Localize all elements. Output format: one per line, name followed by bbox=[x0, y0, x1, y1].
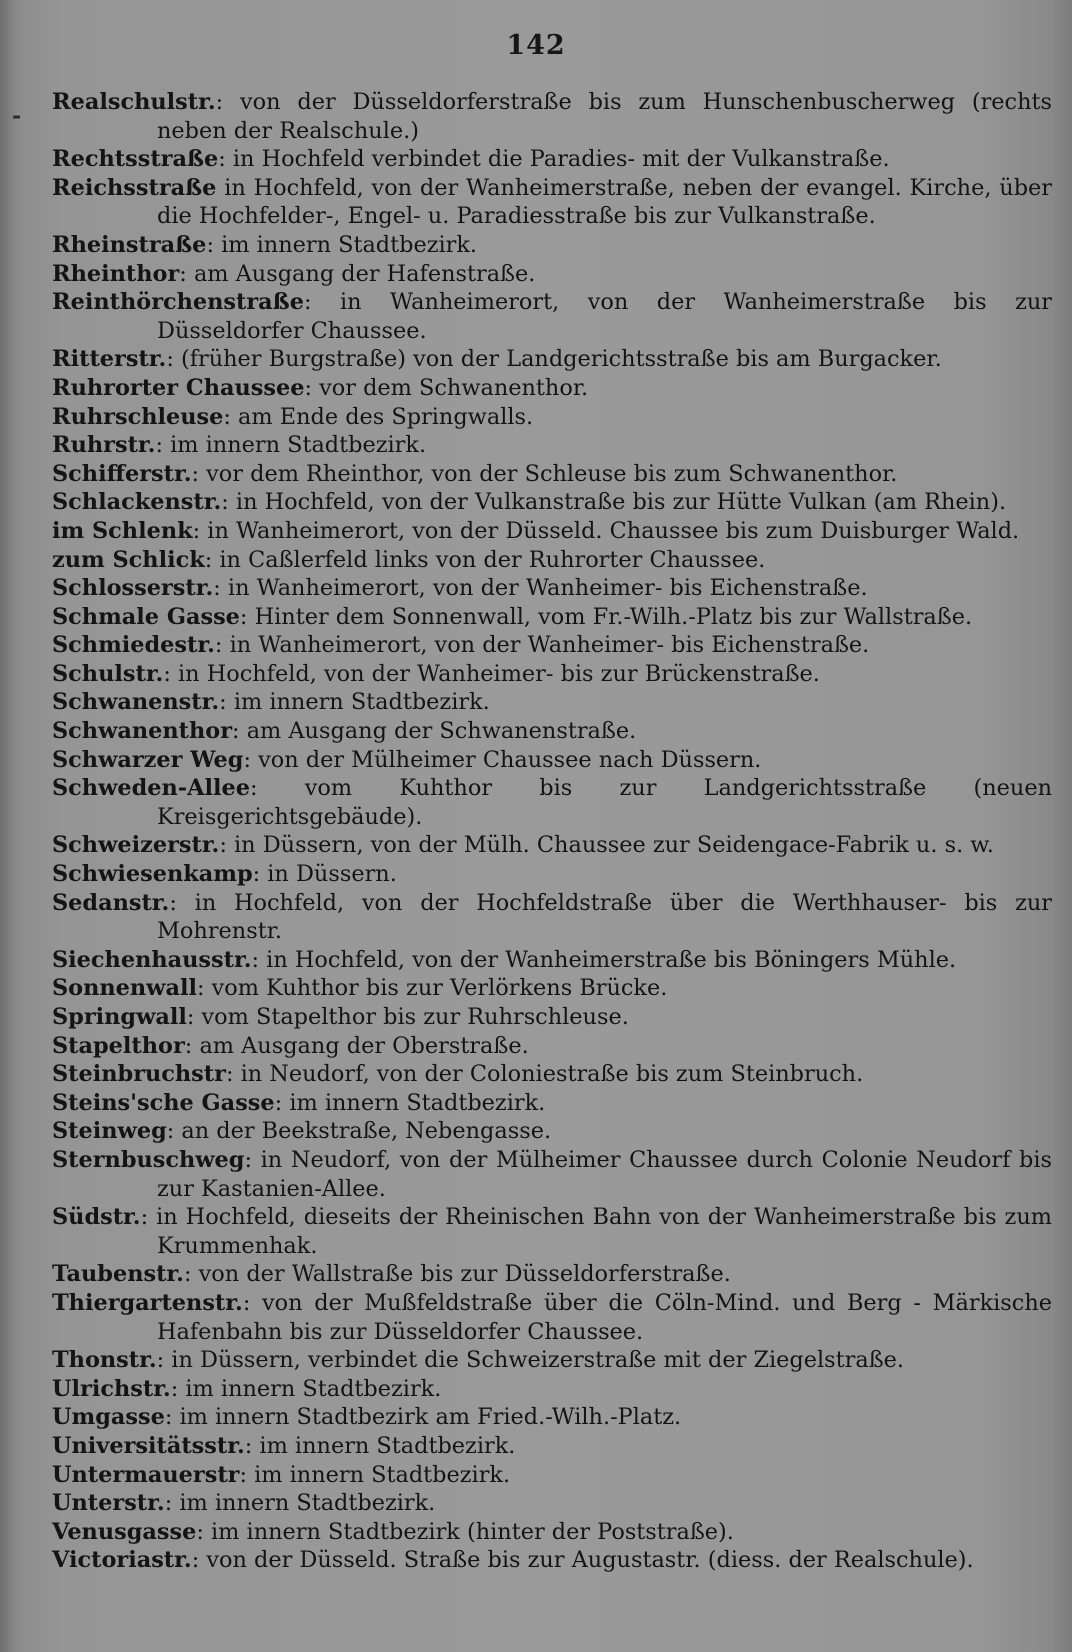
street-description: : am Ausgang der Oberstraße. bbox=[184, 1032, 529, 1059]
street-name: Ritterstr. bbox=[52, 346, 167, 373]
street-name: Steinweg bbox=[52, 1118, 167, 1145]
directory-entry bbox=[52, 660, 1052, 689]
directory-entry bbox=[52, 403, 1052, 432]
directory-entry bbox=[52, 860, 1052, 889]
street-name: Schmiedestr. bbox=[52, 632, 215, 659]
directory-entry bbox=[52, 1117, 1052, 1146]
street-name: Stapelthor bbox=[52, 1032, 185, 1059]
directory-entry bbox=[52, 374, 1052, 403]
directory-entry bbox=[52, 1146, 1052, 1203]
street-name: Ruhrstr. bbox=[52, 432, 156, 459]
street-description: : am Ausgang der Hafenstraße. bbox=[179, 260, 536, 287]
street-description: : im innern Stadtbezirk. bbox=[170, 1375, 442, 1402]
directory-entry bbox=[52, 574, 1052, 603]
directory-entry bbox=[52, 774, 1052, 831]
street-description: : im innern Stadtbezirk. bbox=[239, 1461, 511, 1488]
street-description: : im innern Stadtbezirk. bbox=[244, 1432, 516, 1459]
street-description: : im innern Stadtbezirk. bbox=[219, 689, 490, 716]
street-name: Sonnenwall bbox=[52, 975, 197, 1002]
directory-entry bbox=[52, 1003, 1052, 1032]
street-description: : in Wanheimerort, von der Wanheimer- bis Eichenstraße. bbox=[214, 632, 870, 659]
directory-entry bbox=[52, 717, 1052, 746]
street-name: Venusgasse bbox=[52, 1518, 197, 1545]
directory-entry bbox=[52, 946, 1052, 975]
street-name: Reichsstraße bbox=[52, 174, 217, 201]
street-description: : in Wanheimerort, von der Düsseld. Chaussee bis zum Duisburger Wald. bbox=[192, 517, 1020, 544]
street-description: : von der Mußfeldstraße über die Cöln-Mind. und Berg - Märkische Hafenbahn bis zur Düsseldorfer Chaussee. bbox=[157, 1289, 1052, 1345]
street-description: : in Caßlerfeld links von der Ruhrorter Chaussee. bbox=[204, 546, 766, 573]
street-description: : vom Kuhthor bis zur Verlörkens Brücke. bbox=[196, 975, 668, 1002]
street-description: : im innern Stadtbezirk (hinter der Poststraße). bbox=[196, 1518, 734, 1545]
street-description: : in Wanheimerort, von der Wanheimerstraße bis zur Düsseldorfer Chaussee. bbox=[157, 289, 1052, 344]
directory-entry bbox=[52, 603, 1052, 632]
street-description: : im innern Stadtbezirk. bbox=[206, 231, 478, 258]
street-description: : in Düssern. bbox=[252, 861, 397, 888]
directory-entry bbox=[52, 688, 1052, 717]
directory-entry bbox=[52, 1403, 1052, 1432]
street-name: Schifferstr. bbox=[52, 460, 192, 487]
directory-entry bbox=[52, 145, 1052, 174]
street-description: : vom Kuhthor bis zur Landgerichtsstraße (neuen Kreisgerichtsgebäude). bbox=[157, 775, 1052, 830]
directory-entry bbox=[52, 1032, 1052, 1061]
directory-entry bbox=[52, 260, 1052, 289]
directory-entry bbox=[52, 1518, 1052, 1547]
street-description: : in Hochfeld, von der Hochfeldstraße über die Werthhauser- bis zur Mohrenstr. bbox=[157, 889, 1052, 945]
street-description: : in Hochfeld, dieseits der Rheinischen Bahn von der Wanheimerstraße bis zum Krummenhak. bbox=[140, 1204, 1052, 1259]
street-description: : Hinter dem Sonnenwall, vom Fr.-Wilh.-Platz bis zur Wallstraße. bbox=[239, 603, 973, 630]
directory-entry bbox=[52, 889, 1052, 946]
street-description: : in Wanheimerort, von der Wanheimer- bis Eichenstraße. bbox=[213, 575, 868, 602]
directory-entry bbox=[52, 746, 1052, 775]
street-name: Sternbuschweg bbox=[52, 1146, 245, 1173]
street-name: Unterstr. bbox=[52, 1490, 165, 1517]
street-description: : vor dem Schwanenthor. bbox=[304, 374, 589, 401]
directory-entry bbox=[52, 345, 1052, 374]
street-name: Springwall bbox=[52, 1004, 187, 1030]
street-name: Thonstr. bbox=[52, 1347, 157, 1374]
street-name: Schweden-Allee bbox=[52, 775, 250, 802]
directory-entry bbox=[52, 288, 1052, 345]
directory-entry bbox=[52, 831, 1052, 860]
street-name: Ulrichstr. bbox=[52, 1375, 171, 1402]
street-name: Schwanenthor bbox=[52, 718, 233, 745]
directory-entry bbox=[52, 1375, 1052, 1404]
street-description: : im innern Stadtbezirk am Fried.-Wilh.-Platz. bbox=[164, 1404, 682, 1431]
street-description: : vor dem Rheinthor, von der Schleuse bis zum Schwanenthor. bbox=[191, 460, 898, 487]
street-name: zum Schlick bbox=[52, 546, 205, 573]
street-description: in Hochfeld, von der Wanheimerstraße, neben der evangel. Kirche, über die Hochfelder-, Engel- u. Paradiesstraße bis zur Vulkanstraße. bbox=[157, 174, 1052, 230]
street-name: Reinthörchenstraße bbox=[52, 289, 304, 316]
directory-entry bbox=[52, 460, 1052, 489]
street-name: Umgasse bbox=[52, 1404, 165, 1431]
directory-entry bbox=[52, 1346, 1052, 1375]
street-description: : im innern Stadtbezirk. bbox=[155, 432, 427, 459]
street-name: Taubenstr. bbox=[52, 1261, 184, 1288]
street-name: Untermauerstr bbox=[52, 1461, 240, 1488]
street-name: Siechenhausstr. bbox=[52, 946, 252, 973]
margin-mark: - bbox=[12, 103, 22, 129]
directory-entry bbox=[52, 1546, 1052, 1575]
street-name: Südstr. bbox=[52, 1204, 141, 1231]
street-description: : von der Düsseld. Straße bis zur Augustastr. (diess. der Realschule). bbox=[191, 1547, 974, 1574]
street-name: Thiergartenstr. bbox=[52, 1289, 243, 1316]
street-name: im Schlenk bbox=[52, 517, 193, 544]
street-name: Schlackenstr. bbox=[52, 489, 222, 516]
street-description: : in Düssern, von der Mülh. Chaussee zur Seidengace-Fabrik u. s. w. bbox=[219, 832, 994, 859]
street-description: : von der Düsseldorferstraße bis zum Hunschenbuscherweg (rechts neben der Realschule.) bbox=[157, 89, 1052, 144]
directory-entry bbox=[52, 517, 1052, 546]
directory-entry bbox=[52, 974, 1052, 1003]
street-description: : von der Wallstraße bis zur Düsseldorferstraße. bbox=[183, 1261, 731, 1288]
street-name: Schwiesenkamp bbox=[52, 861, 253, 888]
directory-entry bbox=[52, 1203, 1052, 1260]
street-description: : von der Mülheimer Chaussee nach Düssern. bbox=[243, 746, 762, 773]
street-description: : im innern Stadtbezirk. bbox=[274, 1089, 546, 1116]
street-name: Rheinthor bbox=[52, 260, 180, 287]
street-description: : an der Beekstraße, Nebengasse. bbox=[166, 1118, 552, 1145]
directory-entry bbox=[52, 1289, 1052, 1346]
street-directory-list bbox=[52, 88, 1052, 1575]
directory-entry bbox=[52, 1461, 1052, 1490]
street-name: Schlosserstr. bbox=[52, 575, 214, 602]
street-description: : (früher Burgstraße) von der Landgerichtsstraße bis am Burgacker. bbox=[166, 346, 942, 373]
street-description: : in Düssern, verbindet die Schweizerstraße mit der Ziegelstraße. bbox=[156, 1347, 905, 1374]
street-description: : vom Stapelthor bis zur Ruhrschleuse. bbox=[186, 1004, 629, 1030]
street-name: Realschulstr. bbox=[52, 89, 216, 115]
directory-entry bbox=[52, 488, 1052, 517]
street-description: : am Ausgang der Schwanenstraße. bbox=[232, 718, 637, 745]
street-description: : in Neudorf, von der Mülheimer Chaussee durch Colonie Neudorf bis zur Kastanien-Allee. bbox=[157, 1146, 1052, 1202]
street-description: : in Hochfeld verbindet die Paradies- mit der Vulkanstraße. bbox=[218, 146, 890, 173]
street-name: Sedanstr. bbox=[52, 889, 170, 916]
street-name: Universitätsstr. bbox=[52, 1432, 245, 1459]
directory-entry bbox=[52, 431, 1052, 460]
directory-entry bbox=[52, 1489, 1052, 1518]
directory-entry bbox=[52, 631, 1052, 660]
street-name: Schwanenstr. bbox=[52, 689, 220, 716]
street-name: Schwarzer Weg bbox=[52, 746, 244, 773]
street-name: Victoriastr. bbox=[52, 1547, 192, 1574]
street-description: : im innern Stadtbezirk. bbox=[164, 1490, 436, 1517]
street-name: Schulstr. bbox=[52, 660, 164, 687]
street-name: Schmale Gasse bbox=[52, 603, 240, 630]
directory-entry bbox=[52, 231, 1052, 260]
street-description: : in Hochfeld, von der Wanheimerstraße bis Böningers Mühle. bbox=[251, 946, 957, 973]
directory-entry bbox=[52, 1260, 1052, 1289]
page-number: 142 bbox=[506, 30, 566, 61]
street-description: : in Hochfeld, von der Wanheimer- bis zur Brückenstraße. bbox=[163, 660, 820, 687]
street-name: Steins'sche Gasse bbox=[52, 1089, 275, 1116]
street-name: Ruhrorter Chaussee bbox=[52, 374, 305, 401]
directory-entry bbox=[52, 1089, 1052, 1118]
street-name: Ruhrschleuse bbox=[52, 403, 224, 430]
directory-entry bbox=[52, 1432, 1052, 1461]
street-name: Rechtsstraße bbox=[52, 146, 219, 173]
directory-entry bbox=[52, 88, 1052, 145]
street-name: Steinbruchstr bbox=[52, 1061, 226, 1088]
directory-entry bbox=[52, 1060, 1052, 1089]
street-name: Rheinstraße bbox=[52, 231, 207, 258]
street-description: : in Neudorf, von der Coloniestraße bis zum Steinbruch. bbox=[225, 1061, 864, 1088]
street-name: Schweizerstr. bbox=[52, 832, 220, 859]
street-description: : am Ende des Springwalls. bbox=[223, 403, 534, 430]
directory-entry bbox=[52, 174, 1052, 231]
directory-entry bbox=[52, 546, 1052, 575]
street-description: : in Hochfeld, von der Vulkanstraße bis zur Hütte Vulkan (am Rhein). bbox=[221, 489, 1007, 516]
